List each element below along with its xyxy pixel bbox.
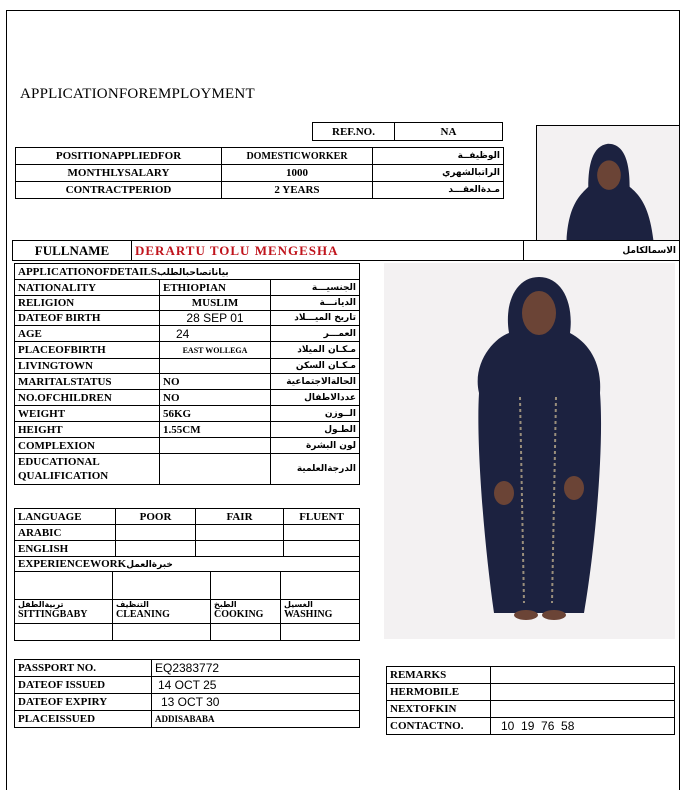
- nationality-arabic: الجنسيـــة: [271, 280, 360, 296]
- children-label: NO.OFCHILDREN: [15, 390, 160, 406]
- dob-label: DATEOF BIRTH: [15, 311, 160, 326]
- expiry-value: 13 OCT 30: [152, 694, 360, 711]
- skill-blank-cell: [113, 624, 211, 641]
- religion-label: RELIGION: [15, 296, 160, 311]
- poor-header: POOR: [116, 509, 196, 525]
- salary-value: 1000: [222, 165, 373, 182]
- ref-table: [312, 122, 503, 141]
- nationality-value: ETHIOPIAN: [160, 280, 271, 296]
- issued-label: DATEOF ISSUED: [15, 677, 152, 694]
- marital-arabic: الحالةالاجتماعية: [271, 374, 360, 390]
- mobile-label: HERMOBILE: [387, 684, 491, 701]
- religion-arabic: الديانـــة: [271, 296, 360, 311]
- weight-label: WEIGHT: [15, 406, 160, 422]
- skill-cooking-label: COOKING: [214, 609, 264, 620]
- children-value: NO: [160, 390, 271, 406]
- complexion-arabic: لون البشرة: [271, 438, 360, 454]
- height-label: HEIGHT: [15, 422, 160, 438]
- contact-label: CONTACTNO.: [387, 718, 491, 735]
- livingtown-arabic: مـكـان السكن: [271, 359, 360, 374]
- education-label: [15, 454, 160, 485]
- page-title: APPLICATIONFOREMPLOYMENT: [20, 86, 255, 102]
- dob-value: 28 SEP 01: [160, 311, 271, 326]
- skill-cleaning-arabic: التنظيف: [116, 600, 149, 609]
- children-arabic: عددالاطفال: [271, 390, 360, 406]
- contract-label: CONTRACTPERIOD: [16, 182, 222, 199]
- weight-value: 56KG: [160, 406, 271, 422]
- skill-sittingbaby-label: SITTINGBABY: [18, 609, 88, 620]
- details-table: [14, 263, 360, 485]
- english-poor-cell: [116, 541, 196, 557]
- position-value: DOMESTICWORKER: [222, 148, 373, 165]
- skill-cooking-arabic: الطبخ: [214, 600, 237, 609]
- arabic-fluent-cell: [284, 525, 360, 541]
- place-issued-label: PLACEISSUED: [15, 711, 152, 728]
- skill-sittingbaby: [15, 600, 113, 624]
- fullname-label: FULLNAME: [13, 241, 132, 261]
- height-arabic: الطـول: [271, 422, 360, 438]
- arabic-poor-cell: [116, 525, 196, 541]
- experience-table: [14, 556, 360, 641]
- skill-cleaning: [113, 600, 211, 624]
- english-language-label: ENGLISH: [15, 541, 116, 557]
- full-body-photo: [384, 263, 675, 639]
- experience-blank-cell: [211, 572, 281, 600]
- dob-arabic: تاريخ الميـــلاد: [271, 311, 360, 326]
- ref-value: NA: [395, 123, 503, 141]
- nextofkin-label: NEXTOFKIN: [387, 701, 491, 718]
- details-header-arabic: بياناتصاحبالطلب: [156, 267, 229, 278]
- ref-label: REF.NO.: [313, 123, 395, 141]
- english-fair-cell: [196, 541, 284, 557]
- contact-value: 10 19 76 58: [491, 718, 675, 735]
- skill-sittingbaby-arabic: تربيةالطفل: [18, 600, 64, 609]
- fullname-table: [12, 240, 680, 261]
- weight-arabic: الــوزن: [271, 406, 360, 422]
- english-fluent-cell: [284, 541, 360, 557]
- position-table: [15, 147, 504, 199]
- religion-value: MUSLIM: [160, 296, 271, 311]
- nationality-label: NATIONALITY: [15, 280, 160, 296]
- remarks-value: [491, 667, 675, 684]
- experience-blank-cell: [113, 572, 211, 600]
- fair-header: FAIR: [196, 509, 284, 525]
- skill-blank-cell: [281, 624, 360, 641]
- skill-washing-label: WASHING: [284, 609, 333, 620]
- remarks-label: REMARKS: [387, 667, 491, 684]
- passport-photo: [536, 125, 680, 241]
- position-label: POSITIONAPPLIEDFOR: [16, 148, 222, 165]
- fullname-arabic: الاسمالكامل: [524, 241, 680, 261]
- fullname-value: DERARTU TOLU MENGESHA: [132, 241, 524, 261]
- language-header: LANGUAGE: [15, 509, 116, 525]
- place-issued-value: ADDISABABA: [152, 711, 360, 728]
- salary-arabic: الراتبالشهري: [373, 165, 504, 182]
- livingtown-value: [160, 359, 271, 374]
- skill-washing-arabic: الغسيل: [284, 600, 313, 609]
- experience-header-arabic: خبرةالعمل: [126, 560, 173, 570]
- education-arabic: الدرجةالعلمية: [271, 454, 360, 485]
- age-arabic: العمـــر: [271, 326, 360, 342]
- age-value: 24: [160, 326, 271, 342]
- pob-value: EAST WOLLEGA: [160, 342, 271, 359]
- passport-table: [14, 659, 360, 728]
- nextofkin-value: [491, 701, 675, 718]
- education-label-line2: QUALIFICATION: [18, 470, 109, 482]
- experience-header: [15, 557, 360, 572]
- remarks-table: [386, 666, 675, 735]
- position-arabic: الوظيفــة: [373, 148, 504, 165]
- complexion-label: COMPLEXION: [15, 438, 160, 454]
- livingtown-label: LIVINGTOWN: [15, 359, 160, 374]
- education-label-line1: EDUCATIONAL: [18, 456, 100, 468]
- complexion-value: [160, 438, 271, 454]
- issued-value: 14 OCT 25: [152, 677, 360, 694]
- skill-blank-cell: [211, 624, 281, 641]
- expiry-label: DATEOF EXPIRY: [15, 694, 152, 711]
- fluent-header: FLUENT: [284, 509, 360, 525]
- age-label: AGE: [15, 326, 160, 342]
- marital-value: NO: [160, 374, 271, 390]
- arabic-fair-cell: [196, 525, 284, 541]
- skill-blank-cell: [15, 624, 113, 641]
- language-table: [14, 508, 360, 557]
- skill-washing: [281, 600, 360, 624]
- contract-arabic: مـدةالعقـــد: [373, 182, 504, 199]
- marital-label: MARITALSTATUS: [15, 374, 160, 390]
- contract-value: 2 YEARS: [222, 182, 373, 199]
- education-value: [160, 454, 271, 485]
- pob-label: PLACEOFBIRTH: [15, 342, 160, 359]
- passport-no-value: EQ2383772: [152, 660, 360, 677]
- mobile-value: [491, 684, 675, 701]
- experience-blank-cell: [281, 572, 360, 600]
- salary-label: MONTHLYSALARY: [16, 165, 222, 182]
- experience-header-label: EXPERIENCEWORK: [18, 558, 127, 570]
- pob-arabic: مـكـان الميلاد: [271, 342, 360, 359]
- experience-blank-cell: [15, 572, 113, 600]
- details-header: [15, 264, 360, 280]
- skill-cooking: [211, 600, 281, 624]
- details-header-label: APPLICATIONOFDETAILS: [18, 265, 157, 278]
- passport-no-label: PASSPORT NO.: [15, 660, 152, 677]
- height-value: 1.55CM: [160, 422, 271, 438]
- skill-cleaning-label: CLEANING: [116, 609, 170, 620]
- arabic-language-label: ARABIC: [15, 525, 116, 541]
